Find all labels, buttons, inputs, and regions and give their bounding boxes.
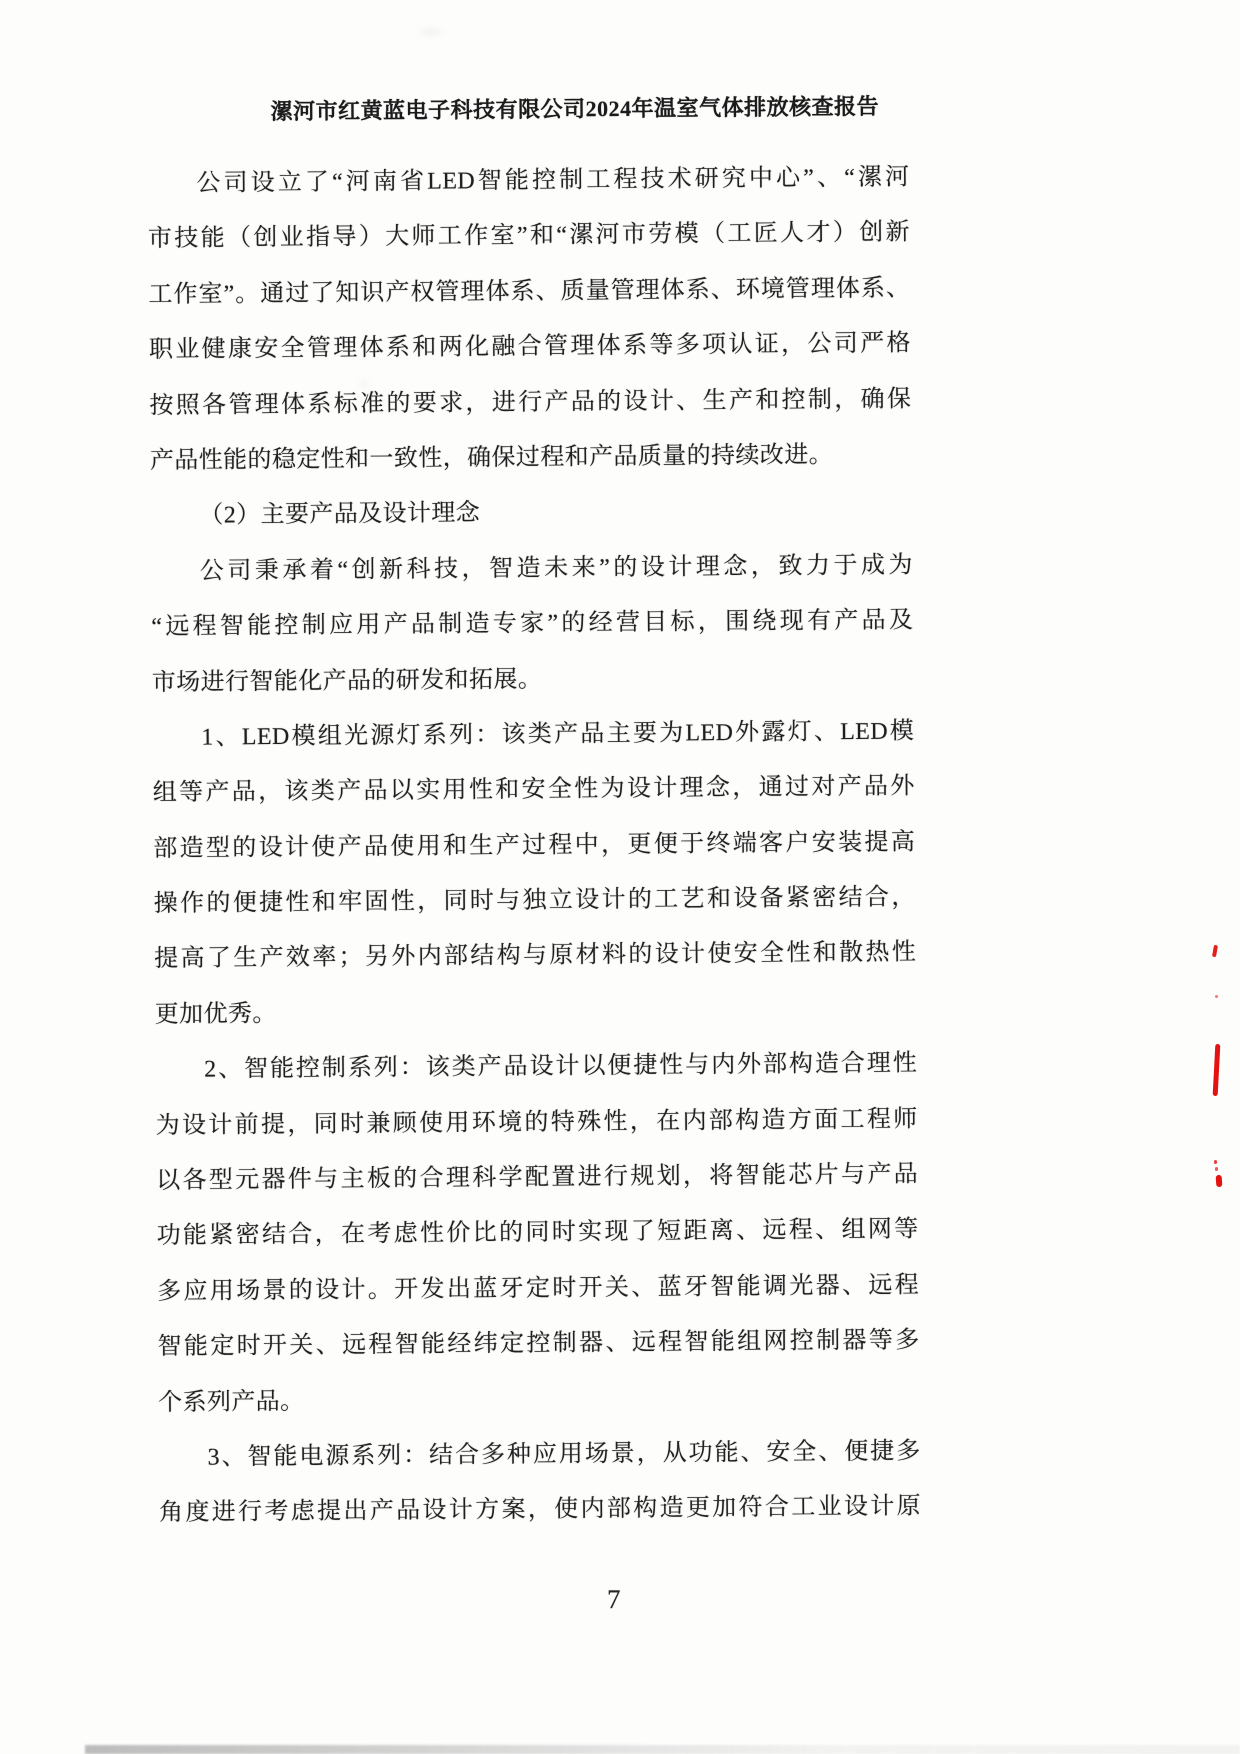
text-line: 智能定时开关、远程智能经纬定控制器、远程智能组网控制器等多 bbox=[157, 1327, 920, 1361]
scan-artifact-band bbox=[85, 1745, 1240, 1754]
text-line: 组等产品，该类产品以实用性和安全性为设计理念，通过对产品外 bbox=[152, 773, 915, 807]
scan-smudge bbox=[420, 28, 442, 36]
scan-smudge bbox=[360, 380, 368, 388]
text-line: 更加优秀。 bbox=[154, 1000, 277, 1028]
text-line: 操作的便捷性和牢固性，同时与独立设计的工艺和设备紧密结合， bbox=[153, 884, 916, 918]
text-line: 市技能（创业指导）大师工作室”和“漯河市劳模（工匠人才）创新 bbox=[147, 219, 911, 253]
text-line: 3、智能电源系列：结合多种应用场景，从功能、安全、便捷多 bbox=[207, 1438, 921, 1471]
text-line: 个系列产品。 bbox=[157, 1388, 305, 1416]
red-ink-mark bbox=[1216, 1175, 1223, 1187]
text-line: 公司秉承着“创新科技，智造未来”的设计理念，致力于成为 bbox=[199, 552, 913, 585]
text-line: 按照各管理体系标准的要求，进行产品的设计、生产和控制，确保 bbox=[149, 386, 912, 419]
text-line: 角度进行考虑提出产品设计方案，使内部构造更加符合工业设计原 bbox=[158, 1493, 922, 1527]
text-line: 产品性能的稳定性和一致性，确保过程和产品质量的持续改进。 bbox=[149, 442, 834, 475]
text-line: 功能紧密结合，在考虑性价比的同时实现了短距离、远程、组网等 bbox=[156, 1216, 919, 1250]
text-line: 部造型的设计使产品使用和生产过程中，更便于终端客户安装提高 bbox=[153, 829, 916, 862]
red-ink-mark bbox=[1214, 1160, 1217, 1164]
text-line: （2）主要产品及设计理念 bbox=[199, 500, 481, 530]
text-line: 以各型元器件与主板的合理科学配置进行规划，将智能芯片与产品 bbox=[156, 1161, 919, 1195]
text-line: 2、智能控制系列：该类产品设计以便捷性与内外部构造合理性 bbox=[204, 1050, 918, 1083]
document-header-title: 漯河市红黄蓝电子科技有限公司2024年温室气体排放核查报告 bbox=[270, 93, 880, 125]
text-line: 工作室”。通过了知识产权管理体系、质量管理体系、环境管理体系、 bbox=[148, 275, 911, 308]
red-ink-mark bbox=[1215, 995, 1218, 998]
text-line: 1、LED模组光源灯系列：该类产品主要为LED外露灯、LED模 bbox=[201, 718, 915, 751]
red-ink-mark bbox=[1215, 1167, 1218, 1171]
body-text bbox=[147, 150, 921, 1541]
text-line: 为设计前提，同时兼顾使用环境的特殊性，在内部构造方面工程师 bbox=[155, 1106, 918, 1139]
text-line: 市场进行智能化产品的研发和拓展。 bbox=[151, 666, 543, 696]
text-line: 公司设立了“河南省LED智能控制工程技术研究中心”、“漯河 bbox=[196, 164, 910, 197]
page-number: 7 bbox=[606, 1584, 621, 1615]
text-line: 职业健康安全管理体系和两化融合管理体系等多项认证，公司严格 bbox=[148, 330, 912, 364]
text-line: “远程智能控制应用产品制造专家”的经营目标，围绕现有产品及 bbox=[151, 607, 914, 641]
text-line: 提高了生产效率；另外内部结构与原材料的设计使安全性和散热性 bbox=[154, 939, 917, 973]
text-line: 多应用场景的设计。开发出蓝牙定时开关、蓝牙智能调光器、远程 bbox=[157, 1272, 920, 1305]
